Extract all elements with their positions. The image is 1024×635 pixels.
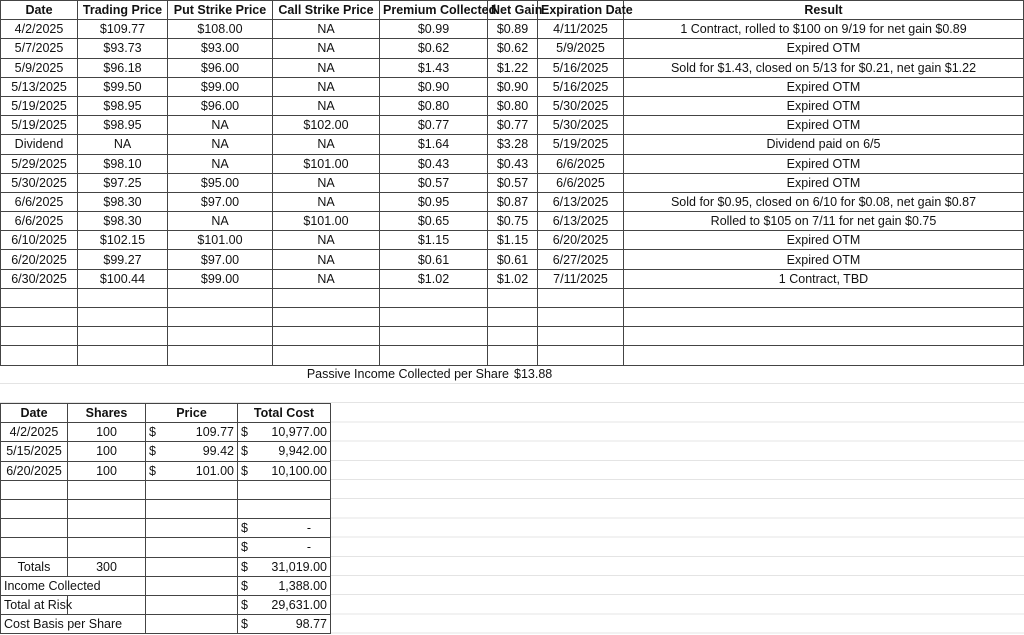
cell[interactable]: $1.15: [488, 231, 538, 250]
currency-symbol: $: [241, 444, 248, 459]
column-header: Shares: [68, 404, 146, 423]
currency-symbol: $: [241, 540, 248, 555]
cell[interactable]: 7/11/2025: [538, 269, 624, 288]
basis-row: [1, 615, 331, 634]
cell[interactable]: $0.57: [380, 173, 488, 192]
column-header: Result: [624, 1, 1024, 20]
table-row: [1, 212, 1024, 231]
empty-cell[interactable]: [380, 346, 488, 365]
column-header: Trading Price: [78, 1, 168, 20]
empty-cell[interactable]: [146, 615, 238, 634]
cell[interactable]: $102.15: [78, 231, 168, 250]
cell[interactable]: NA: [168, 154, 273, 173]
cell[interactable]: $0.62: [488, 39, 538, 58]
cell[interactable]: NA: [273, 173, 380, 192]
cell[interactable]: Expired OTM: [624, 96, 1024, 115]
empty-cell[interactable]: [488, 308, 538, 327]
cell[interactable]: $108.00: [168, 20, 273, 39]
empty-cell[interactable]: [380, 327, 488, 346]
cell[interactable]: Expired OTM: [624, 250, 1024, 269]
cell[interactable]: $96.00: [168, 96, 273, 115]
empty-cell[interactable]: [78, 288, 168, 307]
cell[interactable]: NA: [273, 135, 380, 154]
passive-income-label: Passive Income Collected per Share: [306, 367, 509, 381]
cell[interactable]: Sold for $1.43, closed on 5/13 for $0.21, net gain $1.22: [624, 58, 1024, 77]
empty-cell[interactable]: [273, 288, 380, 307]
empty-cell[interactable]: [1, 346, 78, 365]
cell[interactable]: $93.00: [168, 39, 273, 58]
date-cell[interactable]: 4/2/2025: [1, 423, 68, 442]
currency-symbol: $: [241, 617, 248, 632]
empty-cell[interactable]: [168, 308, 273, 327]
table-row: [1, 39, 1024, 58]
amount: 31,019.00: [271, 559, 327, 574]
cell[interactable]: $0.57: [488, 173, 538, 192]
empty-cell[interactable]: [68, 538, 146, 557]
passive-income-row: [0, 365, 1024, 384]
cell[interactable]: $96.00: [168, 58, 273, 77]
currency-symbol: $: [241, 521, 248, 536]
cell[interactable]: 6/13/2025: [538, 212, 624, 231]
cell[interactable]: NA: [273, 58, 380, 77]
table-row: [1, 96, 1024, 115]
cell[interactable]: Expired OTM: [624, 231, 1024, 250]
cell[interactable]: NA: [168, 212, 273, 231]
cell[interactable]: $0.90: [488, 77, 538, 96]
empty-cell[interactable]: [168, 346, 273, 365]
cell[interactable]: $97.00: [168, 192, 273, 211]
cell[interactable]: $93.73: [78, 39, 168, 58]
currency-symbol: $: [241, 597, 248, 612]
empty-cell[interactable]: [68, 595, 146, 614]
cell[interactable]: $0.43: [488, 154, 538, 173]
table-row: [1, 116, 1024, 135]
cell[interactable]: NA: [273, 269, 380, 288]
cell[interactable]: $0.61: [488, 250, 538, 269]
cell[interactable]: 4/11/2025: [538, 20, 624, 39]
empty-cell[interactable]: [78, 308, 168, 327]
cell[interactable]: 6/6/2025: [1, 192, 78, 211]
cell[interactable]: NA: [273, 192, 380, 211]
cell[interactable]: 5/30/2025: [538, 116, 624, 135]
cell[interactable]: $0.43: [380, 154, 488, 173]
cell[interactable]: 6/6/2025: [538, 154, 624, 173]
basis-value[interactable]: [238, 615, 331, 634]
empty-cell[interactable]: [624, 346, 1024, 365]
cell[interactable]: $0.62: [380, 39, 488, 58]
cell[interactable]: $1.15: [380, 231, 488, 250]
table-row: [1, 231, 1024, 250]
currency-symbol: $: [241, 578, 248, 593]
cell[interactable]: $101.00: [273, 212, 380, 231]
cell[interactable]: $1.02: [488, 269, 538, 288]
cell[interactable]: $102.00: [273, 116, 380, 135]
cell[interactable]: 6/13/2025: [538, 192, 624, 211]
cell[interactable]: 1 Contract, TBD: [624, 269, 1024, 288]
column-header: Net Gain: [488, 1, 538, 20]
price-cell[interactable]: [146, 442, 238, 461]
cell[interactable]: NA: [168, 116, 273, 135]
cell[interactable]: NA: [168, 135, 273, 154]
empty-cell[interactable]: [238, 480, 331, 499]
cell[interactable]: 5/30/2025: [1, 173, 78, 192]
empty-cell[interactable]: [624, 308, 1024, 327]
currency-symbol: $: [149, 463, 156, 478]
empty-cell[interactable]: [624, 288, 1024, 307]
cell[interactable]: 5/19/2025: [1, 96, 78, 115]
cell[interactable]: $0.61: [380, 250, 488, 269]
cell[interactable]: 5/13/2025: [1, 77, 78, 96]
cell[interactable]: $0.90: [380, 77, 488, 96]
share-purchases-table: [0, 403, 331, 634]
currency-symbol: $: [241, 425, 248, 440]
cell[interactable]: NA: [273, 20, 380, 39]
cell[interactable]: 6/30/2025: [1, 269, 78, 288]
empty-cell[interactable]: [273, 308, 380, 327]
cell[interactable]: 6/10/2025: [1, 231, 78, 250]
cell[interactable]: Expired OTM: [624, 116, 1024, 135]
empty-cell[interactable]: [146, 538, 238, 557]
cell[interactable]: $1.02: [380, 269, 488, 288]
empty-cell[interactable]: [488, 327, 538, 346]
amount: 29,631.00: [271, 597, 327, 612]
empty-cell[interactable]: [78, 327, 168, 346]
table-row: [1, 154, 1024, 173]
cell[interactable]: 6/6/2025: [538, 173, 624, 192]
table-row: [1, 192, 1024, 211]
cell[interactable]: $0.75: [488, 212, 538, 231]
cell[interactable]: NA: [273, 231, 380, 250]
dash: -: [306, 540, 311, 555]
cell[interactable]: 5/19/2025: [538, 135, 624, 154]
cell[interactable]: 5/9/2025: [538, 39, 624, 58]
empty-cell[interactable]: [488, 288, 538, 307]
column-header: Date: [1, 1, 78, 20]
currency-symbol: $: [149, 444, 156, 459]
cell[interactable]: Rolled to $105 on 7/11 for net gain $0.75: [624, 212, 1024, 231]
column-header: Expiration Date: [538, 1, 624, 20]
empty-row: [1, 346, 1024, 365]
empty-cell[interactable]: [146, 595, 238, 614]
cell[interactable]: 5/29/2025: [1, 154, 78, 173]
total-cost-cell[interactable]: [238, 519, 331, 538]
totals-shares[interactable]: 300: [68, 557, 146, 576]
cell[interactable]: $99.00: [168, 77, 273, 96]
empty-row: [1, 288, 1024, 307]
cell[interactable]: Sold for $0.95, closed on 6/10 for $0.08, net gain $0.87: [624, 192, 1024, 211]
price-cell[interactable]: [146, 423, 238, 442]
basis-label[interactable]: Cost Basis per Share: [1, 615, 146, 634]
empty-cell[interactable]: [1, 499, 68, 518]
cell[interactable]: Expired OTM: [624, 77, 1024, 96]
empty-cell[interactable]: [1, 288, 78, 307]
empty-cell[interactable]: [624, 327, 1024, 346]
empty-cell[interactable]: [68, 519, 146, 538]
total-cost-cell[interactable]: [238, 423, 331, 442]
cell[interactable]: $101.00: [273, 154, 380, 173]
empty-cell[interactable]: [168, 288, 273, 307]
empty-row: [1, 538, 331, 557]
price-cell[interactable]: [146, 461, 238, 480]
cell[interactable]: 6/20/2025: [1, 250, 78, 269]
cell[interactable]: Expired OTM: [624, 173, 1024, 192]
amount: 101.00: [195, 463, 234, 478]
currency-symbol: $: [241, 463, 248, 478]
table-row: [1, 58, 1024, 77]
cell[interactable]: 5/9/2025: [1, 58, 78, 77]
cell[interactable]: 5/19/2025: [1, 116, 78, 135]
shares-cell[interactable]: 100: [68, 442, 146, 461]
cell[interactable]: 5/16/2025: [538, 77, 624, 96]
cell[interactable]: NA: [273, 250, 380, 269]
empty-cell[interactable]: [273, 327, 380, 346]
empty-cell[interactable]: [78, 346, 168, 365]
total-cost-cell[interactable]: [238, 442, 331, 461]
column-header: Call Strike Price: [273, 1, 380, 20]
cell[interactable]: 5/30/2025: [538, 96, 624, 115]
cell[interactable]: $0.80: [488, 96, 538, 115]
amount: 1,388.00: [278, 578, 327, 593]
table-row: [1, 461, 331, 480]
cell[interactable]: $98.10: [78, 154, 168, 173]
empty-cell[interactable]: [273, 346, 380, 365]
date-cell[interactable]: 5/15/2025: [1, 442, 68, 461]
empty-cell[interactable]: [538, 308, 624, 327]
column-header: Premium Collected: [380, 1, 488, 20]
empty-row: [1, 308, 1024, 327]
cell[interactable]: 6/6/2025: [1, 212, 78, 231]
empty-cell[interactable]: [1, 480, 68, 499]
cell[interactable]: $0.77: [488, 116, 538, 135]
column-header: Price: [146, 404, 238, 423]
table-row: [1, 423, 331, 442]
totals-cost[interactable]: [238, 557, 331, 576]
table-row: [1, 20, 1024, 39]
table-row: [1, 269, 1024, 288]
header-row: [1, 1, 1024, 20]
empty-row: [1, 480, 331, 499]
cell[interactable]: $1.22: [488, 58, 538, 77]
risk-label[interactable]: Total at Risk: [1, 595, 68, 614]
cell[interactable]: 6/27/2025: [538, 250, 624, 269]
empty-cell[interactable]: [488, 346, 538, 365]
income-label[interactable]: Income Collected: [1, 576, 146, 595]
income-value[interactable]: [238, 576, 331, 595]
header-row: [1, 404, 331, 423]
empty-cell[interactable]: [538, 288, 624, 307]
amount: 98.77: [295, 617, 327, 632]
totals-label[interactable]: Totals: [1, 557, 68, 576]
empty-cell[interactable]: [68, 499, 146, 518]
cell[interactable]: $99.50: [78, 77, 168, 96]
empty-cell[interactable]: [380, 308, 488, 327]
column-header: Put Strike Price: [168, 1, 273, 20]
cell[interactable]: Expired OTM: [624, 154, 1024, 173]
empty-cell[interactable]: [238, 499, 331, 518]
cell[interactable]: $100.44: [78, 269, 168, 288]
cell[interactable]: $0.87: [488, 192, 538, 211]
empty-cell[interactable]: [146, 519, 238, 538]
cell[interactable]: NA: [78, 135, 168, 154]
income-row: [1, 576, 331, 595]
risk-row: [1, 595, 331, 614]
dash: -: [306, 521, 311, 536]
amount: 99.42: [202, 444, 234, 459]
total-cost-cell[interactable]: [238, 538, 331, 557]
cell[interactable]: $1.43: [380, 58, 488, 77]
cell[interactable]: $95.00: [168, 173, 273, 192]
table-row: [1, 173, 1024, 192]
cell[interactable]: $109.77: [78, 20, 168, 39]
cell[interactable]: $1.64: [380, 135, 488, 154]
empty-cell[interactable]: [1, 308, 78, 327]
cell[interactable]: $98.95: [78, 116, 168, 135]
table-row: [1, 135, 1024, 154]
cell[interactable]: $99.27: [78, 250, 168, 269]
cell[interactable]: $0.65: [380, 212, 488, 231]
empty-cell[interactable]: [1, 519, 68, 538]
cell[interactable]: $0.95: [380, 192, 488, 211]
cell[interactable]: $97.00: [168, 250, 273, 269]
cell[interactable]: $0.89: [488, 20, 538, 39]
cell[interactable]: $98.30: [78, 192, 168, 211]
currency-symbol: $: [149, 425, 156, 440]
table-row: [1, 77, 1024, 96]
cell[interactable]: $98.30: [78, 212, 168, 231]
empty-row: [1, 519, 331, 538]
cell[interactable]: Dividend: [1, 135, 78, 154]
table-row: [1, 442, 331, 461]
empty-cell[interactable]: [146, 499, 238, 518]
cell[interactable]: 1 Contract, rolled to $100 on 9/19 for net gain $0.89: [624, 20, 1024, 39]
risk-value[interactable]: [238, 595, 331, 614]
passive-income-value: $13.88: [514, 367, 553, 381]
cell[interactable]: $3.28: [488, 135, 538, 154]
total-cost-cell[interactable]: [238, 461, 331, 480]
empty-cell[interactable]: [538, 346, 624, 365]
cell[interactable]: $96.18: [78, 58, 168, 77]
cell[interactable]: $99.00: [168, 269, 273, 288]
amount: 10,977.00: [271, 425, 327, 440]
amount: 10,100.00: [271, 463, 327, 478]
empty-cell[interactable]: [146, 576, 238, 595]
cell[interactable]: Expired OTM: [624, 39, 1024, 58]
cell[interactable]: 4/2/2025: [1, 20, 78, 39]
empty-cell[interactable]: [1, 327, 78, 346]
table-row: [1, 250, 1024, 269]
cell[interactable]: 5/7/2025: [1, 39, 78, 58]
empty-cell[interactable]: [380, 288, 488, 307]
column-header: Total Cost: [238, 404, 331, 423]
empty-row: [1, 327, 1024, 346]
shares-cell[interactable]: 100: [68, 461, 146, 480]
cell[interactable]: $97.25: [78, 173, 168, 192]
empty-cell[interactable]: [168, 327, 273, 346]
empty-cell[interactable]: [68, 480, 146, 499]
column-header: Date: [1, 404, 68, 423]
cell[interactable]: NA: [273, 77, 380, 96]
amount: 9,942.00: [278, 444, 327, 459]
cell[interactable]: 6/20/2025: [538, 231, 624, 250]
totals-row: [1, 557, 331, 576]
cell[interactable]: $101.00: [168, 231, 273, 250]
empty-cell[interactable]: [1, 538, 68, 557]
currency-symbol: $: [241, 559, 248, 574]
cell[interactable]: $0.80: [380, 96, 488, 115]
empty-row: [1, 499, 331, 518]
cell[interactable]: NA: [273, 39, 380, 58]
cell[interactable]: $98.95: [78, 96, 168, 115]
empty-cell[interactable]: [538, 327, 624, 346]
cell[interactable]: Dividend paid on 6/5: [624, 135, 1024, 154]
cell[interactable]: 5/16/2025: [538, 58, 624, 77]
shares-cell[interactable]: 100: [68, 423, 146, 442]
empty-cell[interactable]: [146, 557, 238, 576]
empty-cell[interactable]: [146, 480, 238, 499]
cell[interactable]: $0.77: [380, 116, 488, 135]
date-cell[interactable]: 6/20/2025: [1, 461, 68, 480]
cell[interactable]: $0.99: [380, 20, 488, 39]
amount: 109.77: [195, 425, 234, 440]
cell[interactable]: NA: [273, 96, 380, 115]
